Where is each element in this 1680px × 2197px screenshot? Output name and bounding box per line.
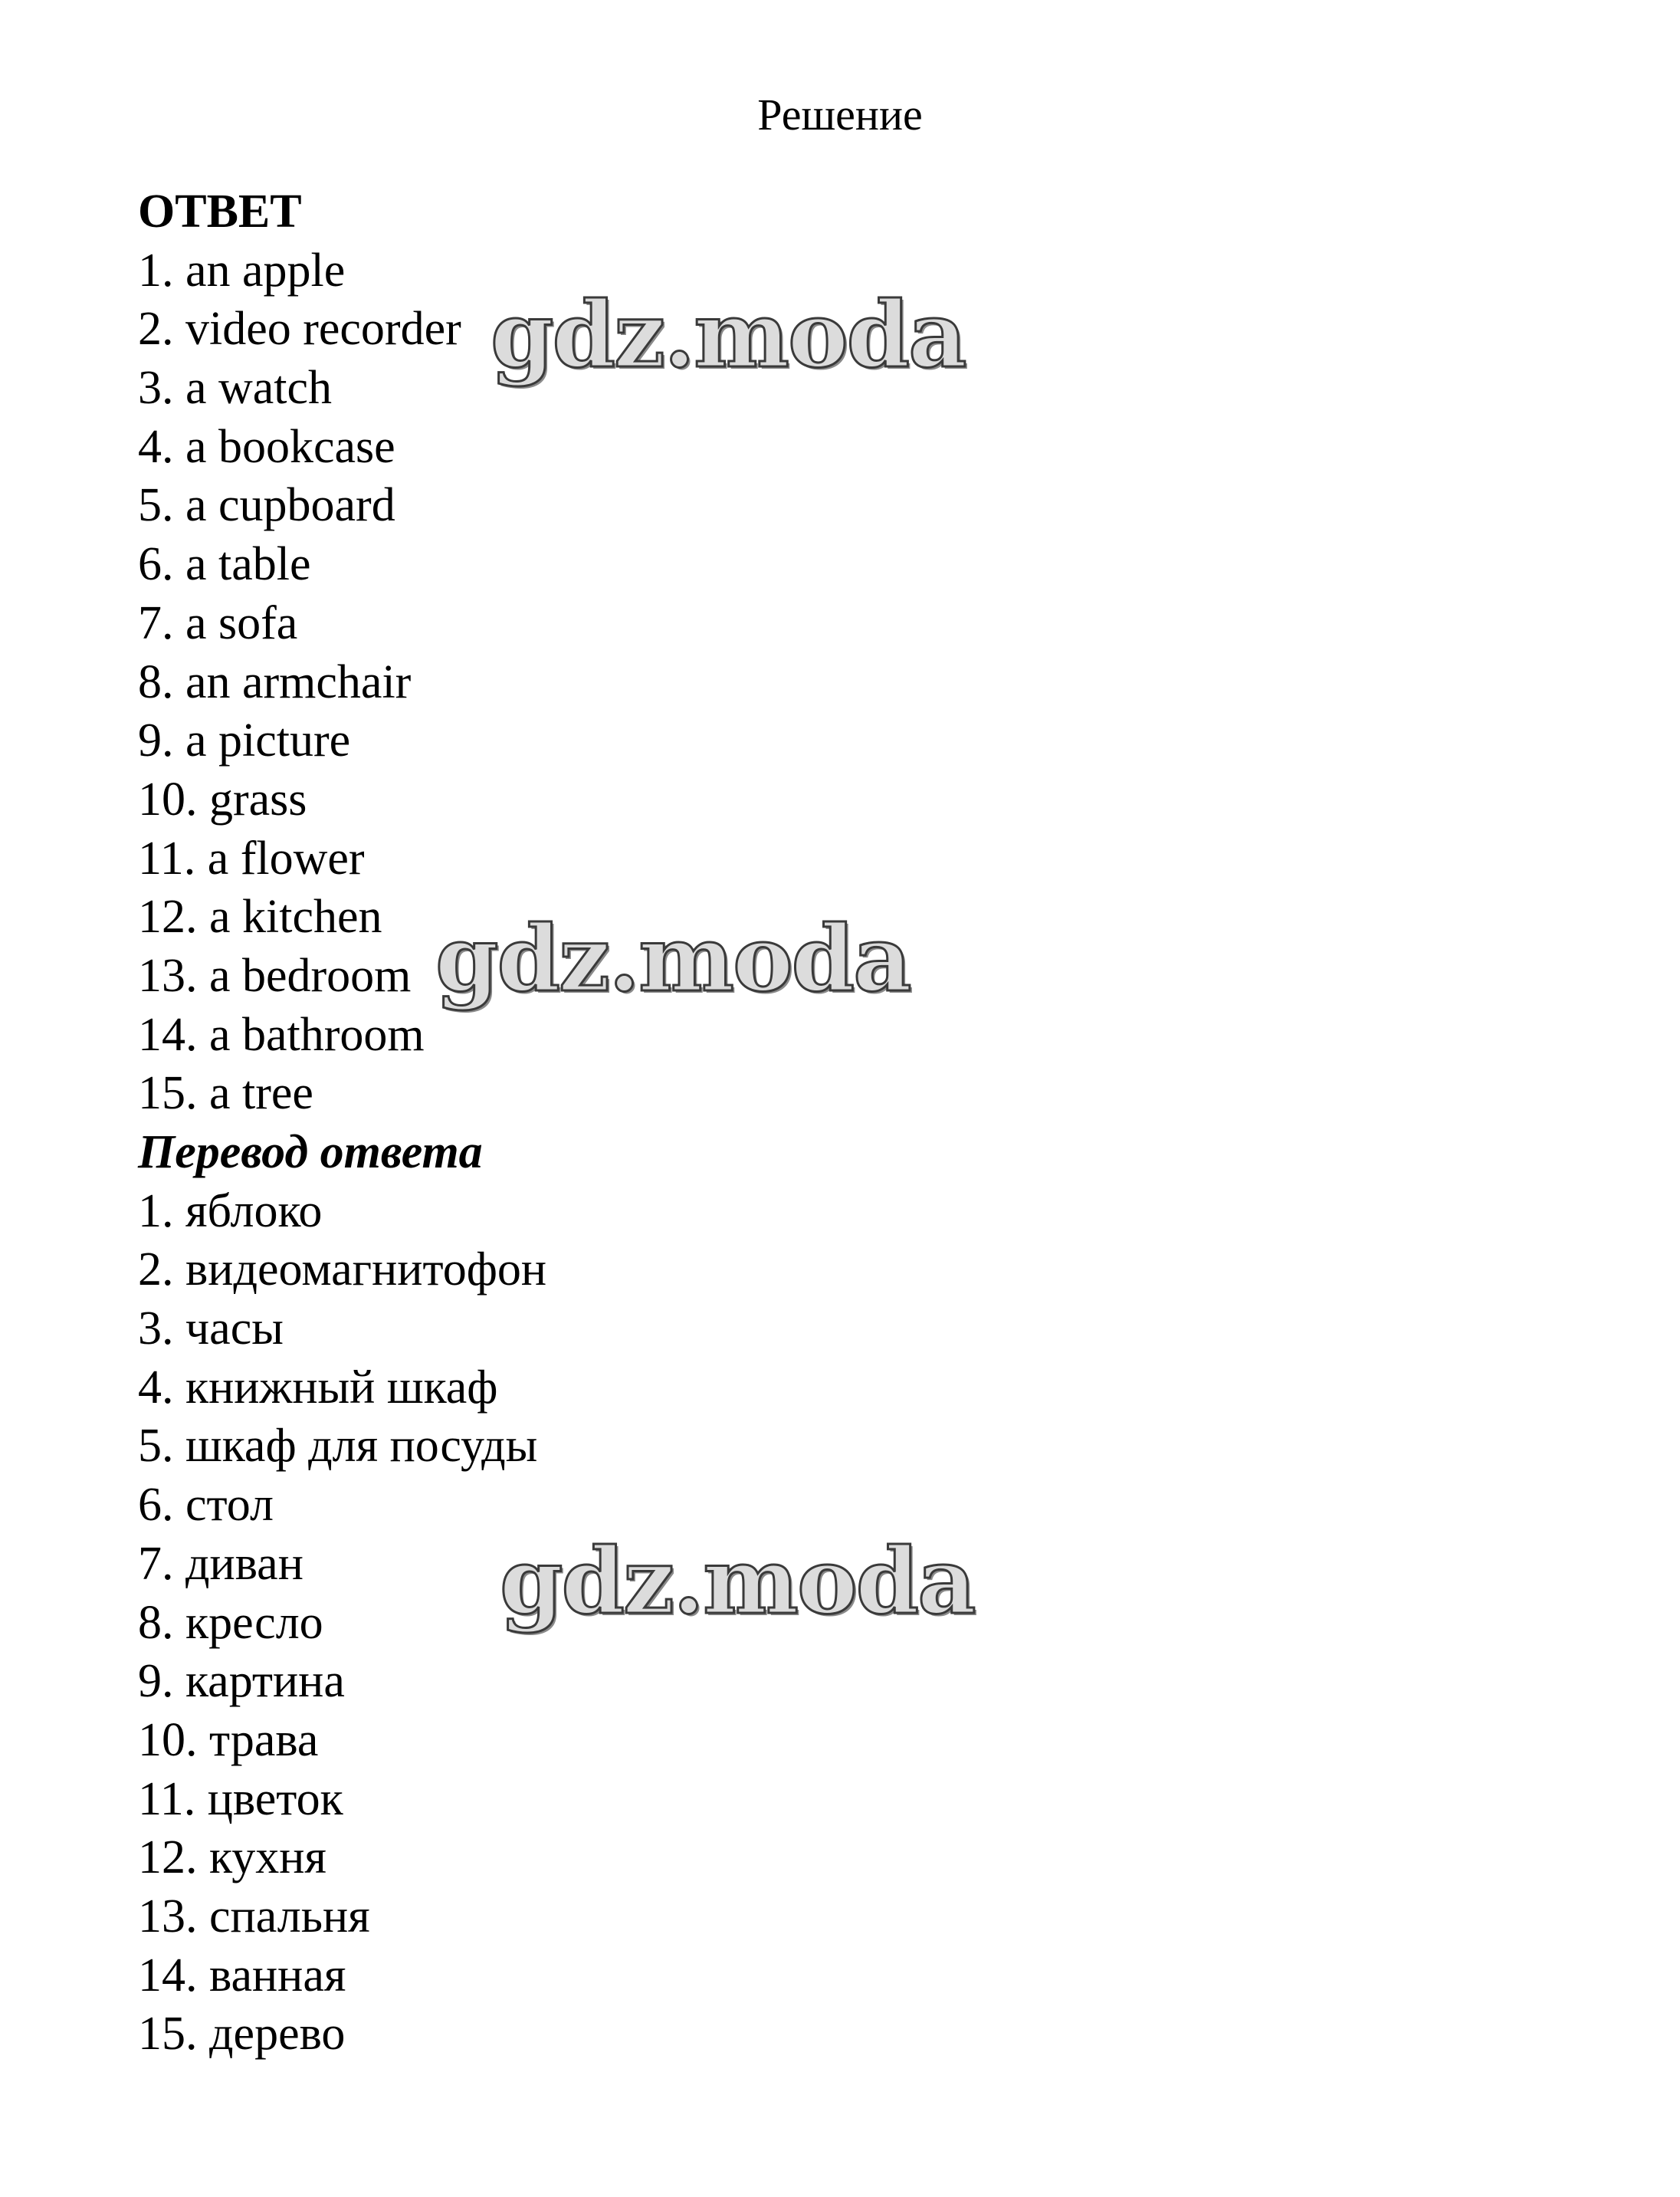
answer-item: 10. grass	[138, 773, 307, 826]
translation-item: 14. ванная	[138, 1949, 346, 2002]
translation-item: 3. часы	[138, 1302, 284, 1355]
answer-item: 2. video recorder	[138, 303, 461, 356]
answer-item: 5. a cupboard	[138, 479, 395, 532]
translation-item: 8. кресло	[138, 1596, 323, 1649]
answer-item: 7. a sofa	[138, 596, 298, 649]
translation-item: 7. диван	[138, 1537, 304, 1590]
translation-item: 9. картина	[138, 1655, 345, 1708]
translation-item: 1. яблоко	[138, 1184, 323, 1237]
translation-heading: Перевод ответа	[138, 1126, 483, 1178]
answer-item: 13. a bedroom	[138, 949, 412, 1002]
answer-item: 4. a bookcase	[138, 420, 395, 473]
translation-item: 12. кухня	[138, 1831, 326, 1884]
translation-item: 11. цветок	[138, 1772, 343, 1825]
answer-item: 9. a picture	[138, 714, 351, 767]
answer-item: 1. an apple	[138, 244, 346, 297]
translation-list	[138, 1182, 1594, 2064]
page-title: Решение	[757, 90, 923, 140]
translation-item: 6. стол	[138, 1479, 274, 1532]
translation-item: 4. книжный шкаф	[138, 1361, 498, 1414]
translation-item: 15. дерево	[138, 2008, 346, 2061]
answer-item: 8. an armchair	[138, 655, 412, 708]
answer-list	[138, 241, 1594, 1123]
answer-item: 12. a kitchen	[138, 891, 382, 944]
translation-item: 10. трава	[138, 1713, 319, 1766]
answer-item: 14. a bathroom	[138, 1008, 425, 1061]
watermark: gdz.moda	[435, 905, 911, 1012]
watermark: gdz.moda	[500, 1528, 975, 1634]
answer-item: 6. a table	[138, 538, 311, 591]
watermark: gdz.moda	[491, 281, 966, 388]
answer-item: 11. a flower	[138, 832, 365, 885]
content	[138, 182, 1594, 2064]
answer-item: 3. a watch	[138, 362, 333, 415]
answer-heading: ОТВЕТ	[138, 186, 302, 238]
translation-item: 13. спальня	[138, 1890, 370, 1942]
answer-item: 15. a tree	[138, 1067, 313, 1120]
translation-item: 2. видеомагнитофон	[138, 1243, 547, 1296]
translation-item: 5. шкаф для посуды	[138, 1420, 538, 1473]
